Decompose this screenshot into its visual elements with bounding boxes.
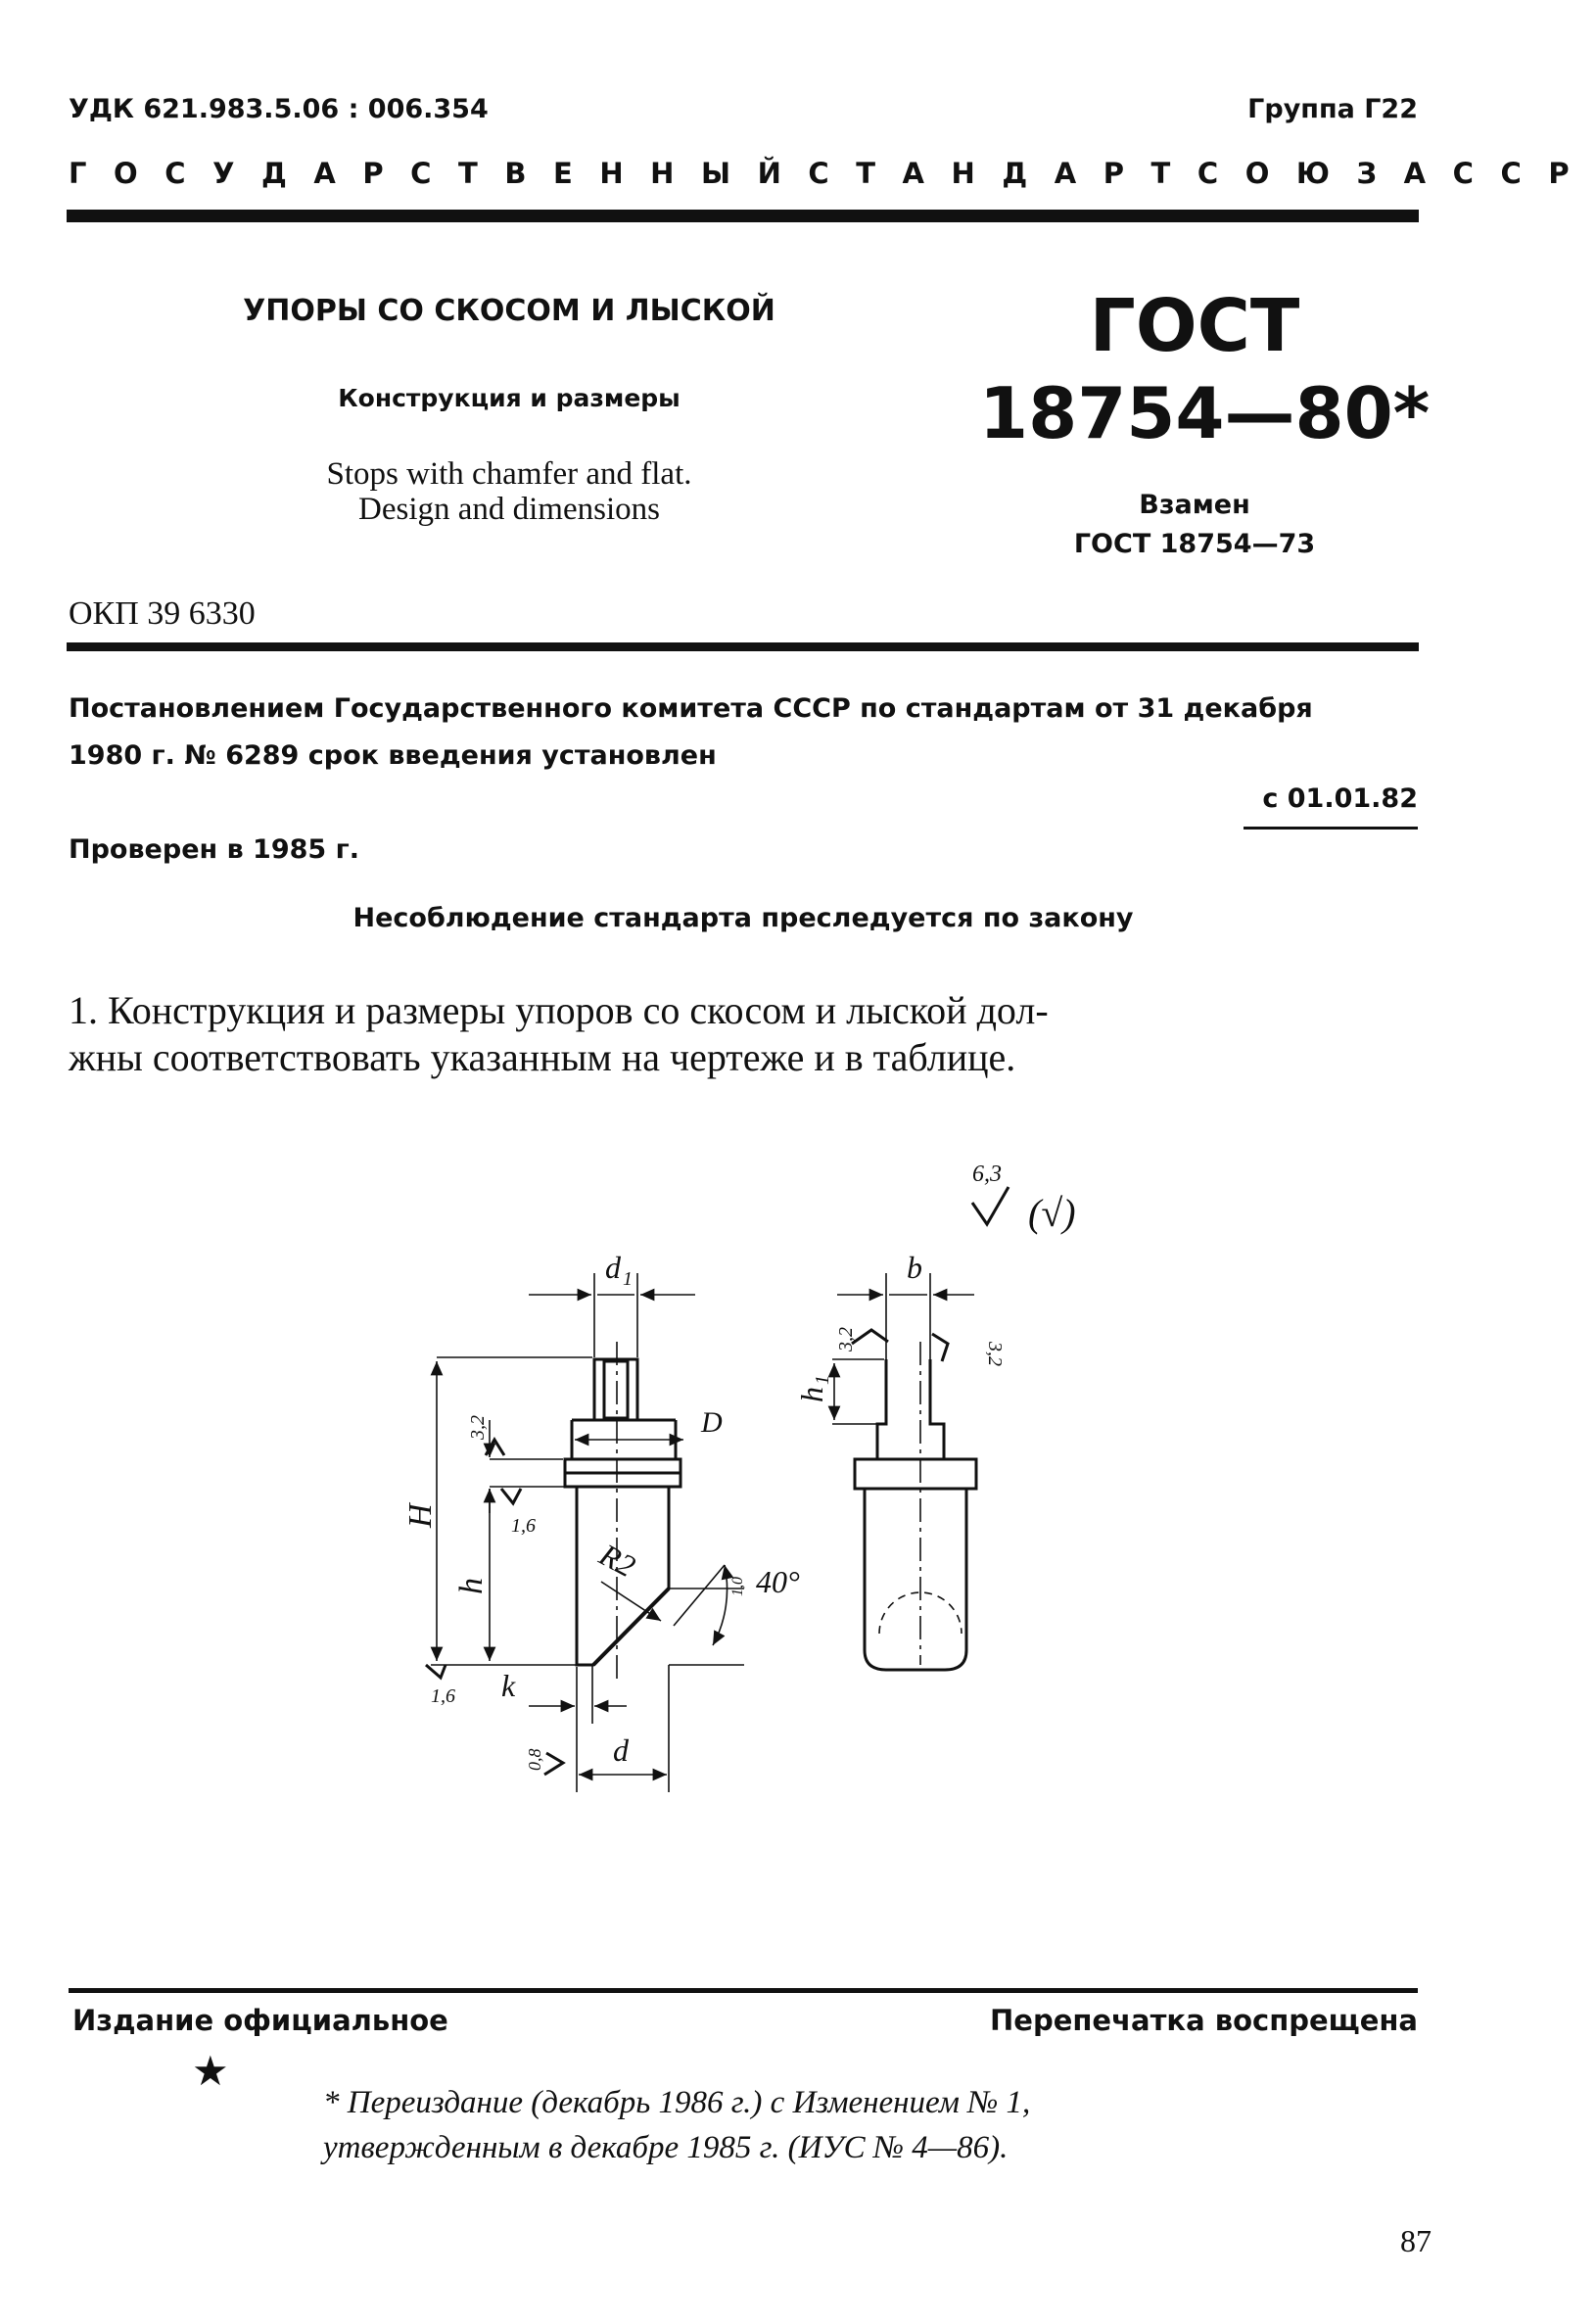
label-rough-32-a: 3,2 [467,1415,489,1440]
label-roughness-main: 6,3 [972,1162,1002,1187]
checked-note: Проверен в 1985 г. [69,834,359,865]
english-title [69,456,950,527]
gost-label: ГОСТ [1089,284,1300,368]
paragraph-1 [69,987,1418,1081]
label-rough-16-b: 1,6 [431,1685,455,1707]
state-standard-word: ГОСУДАРСТВЕННЫЙ [69,157,809,190]
edition-label: Издание официальное [72,2004,448,2037]
effective-date: с 01.01.82 [1262,783,1418,814]
label-rough-16-a: 1,6 [511,1515,536,1537]
label-b: b [907,1250,922,1285]
state-standard-word: СОЮЗА [1197,157,1453,190]
title-rule [67,642,1419,651]
paragraph-1-line-2: жны соответствовать указанным на чертеже и в таблице. [69,1035,1016,1079]
label-k: k [501,1668,516,1703]
label-d1: d [605,1250,621,1285]
label-d1-sub: 1 [623,1268,633,1290]
udk-code: УДК 621.983.5.06 : 006.354 [69,94,489,124]
english-title-line-2: Design and dimensions [358,492,660,527]
date-underline [1244,827,1418,830]
law-notice: Несоблюдение стандарта преследуется по закону [352,903,1134,933]
label-rough-08: 0,8 [525,1748,544,1771]
state-standard-banner [69,157,1596,190]
label-h1: h [794,1387,829,1402]
technical-drawing [372,1156,1116,1802]
head-inner [604,1361,628,1418]
label-h: h [453,1578,490,1594]
replaces-label: Взамен [1139,490,1250,520]
footnote-line-1: * Переиздание (декабрь 1986 г.) с Изменением № 1, [323,2085,1031,2120]
label-rough-32-b: 3,2 [835,1327,857,1352]
label-roughness-paren: (√) [1028,1191,1076,1235]
decree-line-2: 1980 г. № 6289 срок введения установлен [69,740,717,771]
replaces-value: ГОСТ 18754—73 [1073,529,1316,559]
label-rough-10: 1,0 [729,1577,746,1596]
paragraph-1-line-1: 1. Конструкция и размеры упоров со скосом и лыской дол- [69,988,1049,1032]
state-standard-word: СТАНДАРТ [808,157,1197,190]
reprint-footnote [323,2080,1030,2170]
star-icon: ★ [192,2050,229,2095]
state-standard-word: ССР [1452,157,1596,190]
reprint-notice: Перепечатка воспрещена [990,2004,1418,2037]
roughness-mark-main [972,1187,1009,1224]
decree-line-1: Постановлением Государственного комитета СССР по стандартам от 31 декабря [69,693,1313,724]
label-d: d [613,1732,629,1768]
document-subtitle: Конструкция и размеры [338,384,681,412]
label-rough-32-c: 3,2 [984,1342,1006,1366]
okp-code: ОКП 39 6330 [69,595,256,632]
document-title: УПОРЫ СО СКОСОМ И ЛЫСКОЙ [243,294,775,328]
label-h1-sub: 1 [812,1375,833,1385]
label-R2: R2 [593,1536,641,1585]
footnote-line-2: утвержденным в декабре 1985 г. (ИУС № 4—86). [323,2130,1009,2165]
header-rule [67,210,1419,222]
footer-rule [69,1988,1418,1993]
head-outline [594,1359,637,1420]
group-code: Группа Г22 [1247,94,1418,124]
english-title-line-1: Stops with chamfer and flat. [326,456,692,492]
gost-number: 18754—80* [979,372,1431,454]
label-H: H [402,1503,439,1528]
page-number: 87 [1400,2223,1432,2258]
label-angle: 40° [756,1564,800,1599]
label-D: D [701,1406,723,1439]
